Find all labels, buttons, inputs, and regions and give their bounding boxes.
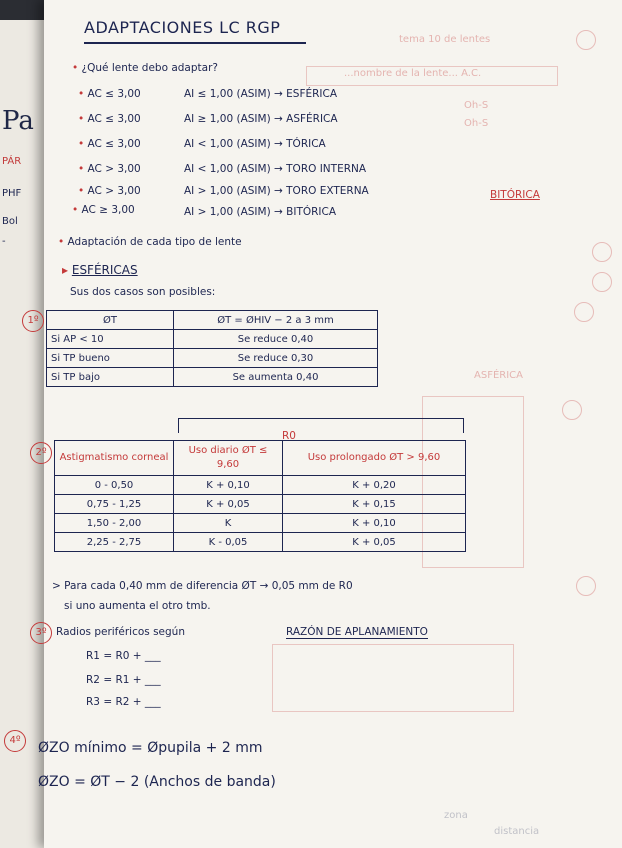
faint-text: ASFÉRICA	[474, 370, 523, 381]
table-cell: K + 0,05	[283, 533, 466, 552]
table-header: Uso diario ØT ≤ 9,60	[174, 441, 283, 476]
faint-text: distancia	[494, 826, 540, 837]
diff-note-text: si uno aumenta el otro tmb.	[64, 600, 211, 612]
step3-label: Radios periféricos según	[56, 626, 185, 638]
optic-zone-formula: ØZO = ØT − 2 (Anchos de banda)	[38, 774, 276, 790]
rule-row: • AC > 3,00	[78, 185, 141, 197]
faint-circle	[574, 302, 594, 322]
table-cell: Se aumenta 0,40	[174, 368, 378, 387]
faint-frac: Oh-S	[464, 118, 489, 129]
radius-line: R1 = R0 + ___	[86, 650, 161, 662]
table-header: Astigmatismo corneal	[55, 441, 174, 476]
faint-frac: Oh-S	[464, 100, 489, 111]
faint-formula: ...nombre de la lente... A.C.	[344, 68, 482, 79]
faint-circle	[592, 242, 612, 262]
title-underline	[84, 42, 306, 44]
table-header: ØT = ØHIV − 2 a 3 mm	[174, 311, 378, 330]
red-note: BITÓRICA	[490, 189, 540, 201]
radius-table	[54, 440, 466, 552]
table-cell: Se reduce 0,40	[174, 330, 378, 349]
rule-result: AI ≥ 1,00 (ASIM) → ASFÉRICA	[184, 113, 338, 125]
faint-circle	[576, 30, 596, 50]
sub-note: Sus dos casos son posibles:	[70, 286, 216, 298]
table-cell: 0,75 - 1,25	[55, 495, 174, 514]
radius-line: R3 = R2 + ___	[86, 696, 161, 708]
section-heading: ▸ ESFÉRICAS	[62, 263, 138, 277]
table-cell: Si TP bueno	[47, 349, 174, 368]
diff-note-text: Para cada 0,40 mm de diferencia ØT → 0,05 mm de R0	[64, 580, 353, 592]
faint-circle	[592, 272, 612, 292]
optic-zone-min-formula: ØZO mínimo = Øpupila + 2 mm	[38, 740, 263, 756]
question-line: • ¿Qué lente debo adaptar?	[72, 62, 218, 74]
table-cell: 1,50 - 2,00	[55, 514, 174, 533]
step-badge: 3º	[30, 622, 52, 644]
flattening-ratio-label: RAZÓN DE APLANAMIENTO	[286, 626, 428, 638]
table-cell: K + 0,10	[283, 514, 466, 533]
step-badge: 4º	[4, 730, 26, 752]
adaptation-line: • Adaptación de cada tipo de lente	[58, 236, 242, 248]
step-badge: 1º	[22, 310, 44, 332]
underlying-note: -	[2, 236, 6, 247]
faint-circle	[562, 400, 582, 420]
table-header: Uso prolongado ØT > 9,60	[283, 441, 466, 476]
underlying-note: PÁR	[2, 156, 22, 167]
rule-result: AI < 1,00 (ASIM) → TÓRICA	[184, 138, 326, 150]
table-cell: Si AP < 10	[47, 330, 174, 349]
table-cell: K + 0,05	[174, 495, 283, 514]
rule-condition: AC > 3,00	[87, 185, 141, 197]
underlying-title: Pa	[2, 106, 34, 136]
table-cell: 0 - 0,50	[55, 476, 174, 495]
rule-result: AI < 1,00 (ASIM) → TORO INTERNA	[184, 163, 367, 175]
faint-box	[272, 644, 514, 712]
table-cell: Si TP bajo	[47, 368, 174, 387]
table-cell: K + 0,20	[283, 476, 466, 495]
faint-text: zona	[444, 810, 468, 821]
r0-bracket	[178, 418, 464, 433]
rule-condition: AC ≤ 3,00	[87, 113, 141, 125]
r0-label: R0	[282, 430, 296, 442]
table-header: ØT	[47, 311, 174, 330]
rule-row: • AC ≤ 3,00	[78, 113, 141, 125]
page-title: ADAPTACIONES LC RGP	[84, 18, 281, 37]
table-cell: K - 0,05	[174, 533, 283, 552]
rule-result: AI > 1,00 (ASIM) → BITÓRICA	[184, 206, 337, 218]
question-text: ¿Qué lente debo adaptar?	[81, 62, 218, 74]
table-cell: K + 0,10	[174, 476, 283, 495]
table-cell: 2,25 - 2,75	[55, 533, 174, 552]
faint-circle	[576, 576, 596, 596]
rule-condition: AC > 3,00	[87, 163, 141, 175]
adaptation-text: Adaptación de cada tipo de lente	[67, 236, 242, 248]
step-badge: 2º	[30, 442, 52, 464]
radius-line: R2 = R1 + ___	[86, 674, 161, 686]
table-cell: Se reduce 0,30	[174, 349, 378, 368]
underlying-note: Bol	[2, 216, 18, 227]
diameter-table	[46, 310, 378, 387]
section-label: ESFÉRICAS	[71, 263, 138, 277]
rule-condition: AC ≤ 3,00	[87, 88, 141, 100]
diff-note: > Para cada 0,40 mm de diferencia ØT → 0,05 mm de R0	[52, 580, 353, 592]
rule-condition: AC ≥ 3,00	[81, 204, 135, 216]
rule-result: AI ≤ 1,00 (ASIM) → ESFÉRICA	[184, 88, 338, 100]
faint-back-text: tema 10 de lentes	[399, 34, 491, 45]
table-cell: K + 0,15	[283, 495, 466, 514]
rule-row: • AC > 3,00	[78, 163, 141, 175]
table-cell: K	[174, 514, 283, 533]
rule-row: • AC ≥ 3,00	[72, 204, 135, 216]
rule-result: AI > 1,00 (ASIM) → TORO EXTERNA	[184, 185, 369, 197]
underlying-note: PHF	[2, 188, 22, 199]
rule-row: • AC ≤ 3,00	[78, 138, 141, 150]
rule-condition: AC ≤ 3,00	[87, 138, 141, 150]
rule-row: • AC ≤ 3,00	[78, 88, 141, 100]
